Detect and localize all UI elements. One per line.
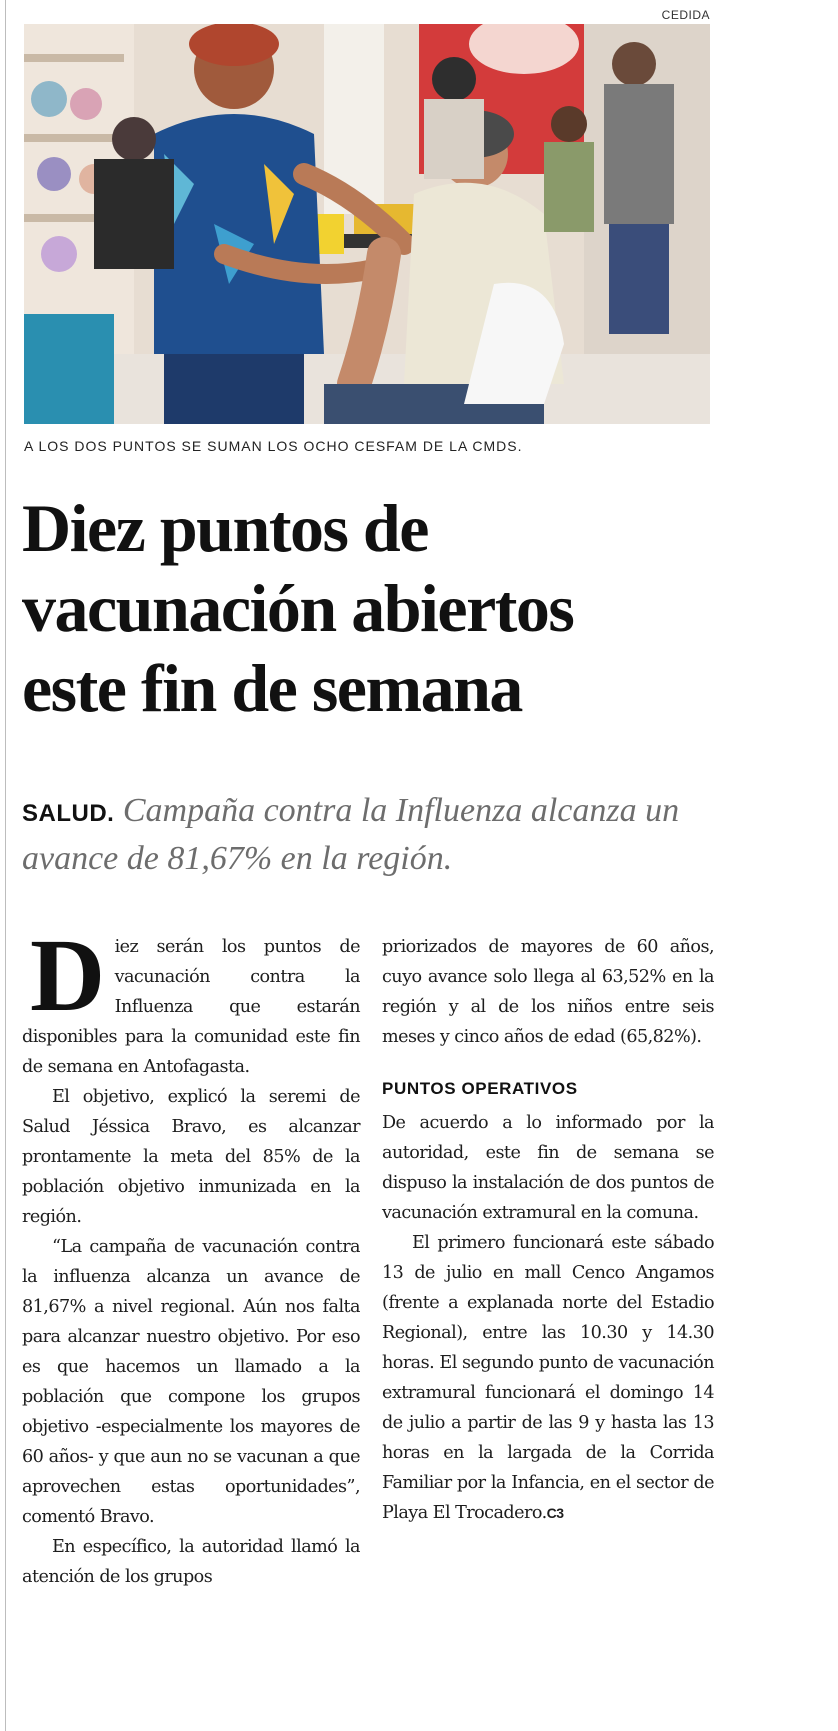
- paragraph: [22, 918, 360, 1082]
- paragraph: En específico, la autoridad llamó la atención de los grupos: [22, 1537, 360, 1587]
- headline: [22, 488, 722, 728]
- news-photo: [24, 24, 710, 424]
- photo-caption: A LOS DOS PUNTOS SE SUMAN LOS OCHO CESFAM DE LA CMDS.: [24, 438, 523, 454]
- article-column-1: [22, 918, 360, 1592]
- paragraph: El objetivo, explicó la seremi de Salud Jéssica Bravo, es alcanzar prontamente la meta del 85% de la población objetivo inmunizada en la región.: [22, 1087, 360, 1227]
- paragraph: De acuerdo a lo informado por la autoridad, este fin de semana se dispuso la instalación de dos puntos de vacunación extramural en la comuna.: [382, 1113, 714, 1223]
- paragraph: [382, 1228, 714, 1528]
- article-column-2: [382, 932, 714, 1528]
- deck-text: Campaña contra la Influenza alcanza un avance de 81,67% en la región.: [22, 792, 680, 877]
- paragraph: “La campaña de vacunación contra la influenza alcanza un avance de 81,67% a nivel regional. Aún nos falta para alcanzar nuestro objetivo. Por eso es que hacemos un llamado a la población que compone los grupos objetivo -especialmente los mayores de 60 años- y que aun no se vacunan a que aprovechen estas oportunidades”, comentó Bravo.: [22, 1237, 360, 1527]
- paragraph: priorizados de mayores de 60 años, cuyo avance solo llega al 63,52% en la región y al de los niños entre seis meses y cinco años de edad (65,82%).: [382, 937, 714, 1047]
- headline-line: este fin de semana: [22, 650, 522, 726]
- vaccination-scene-illustration: [24, 24, 710, 424]
- section-title: PUNTOS OPERATIVOS: [382, 1079, 578, 1098]
- page-edge-rule: [5, 0, 6, 1731]
- section-kicker: SALUD.: [22, 800, 115, 827]
- drop-cap: D: [30, 918, 105, 1033]
- headline-line: vacunación abiertos: [22, 570, 574, 646]
- paragraph-text: iez serán los puntos de vacunación contra la Influenza que estarán disponibles para la comunidad este fin de semana en Antofagasta.: [22, 937, 360, 1077]
- headline-line: Diez puntos de: [22, 490, 428, 566]
- deck: [22, 788, 722, 881]
- end-mark: C3: [546, 1505, 564, 1521]
- photo-credit: CEDIDA: [661, 8, 710, 22]
- paragraph-text: El primero funcionará este sábado 13 de julio en mall Cenco Angamos (frente a explanada norte del Estadio Regional), entre las 10.30 y 14.30 horas. El segundo punto de vacunación extramural funcionará el domingo 14 de julio a partir de las 9 y hasta las 13 horas en la largada de la Corrida Familiar por la Infancia, en el sector de Playa El Trocadero.: [382, 1233, 714, 1523]
